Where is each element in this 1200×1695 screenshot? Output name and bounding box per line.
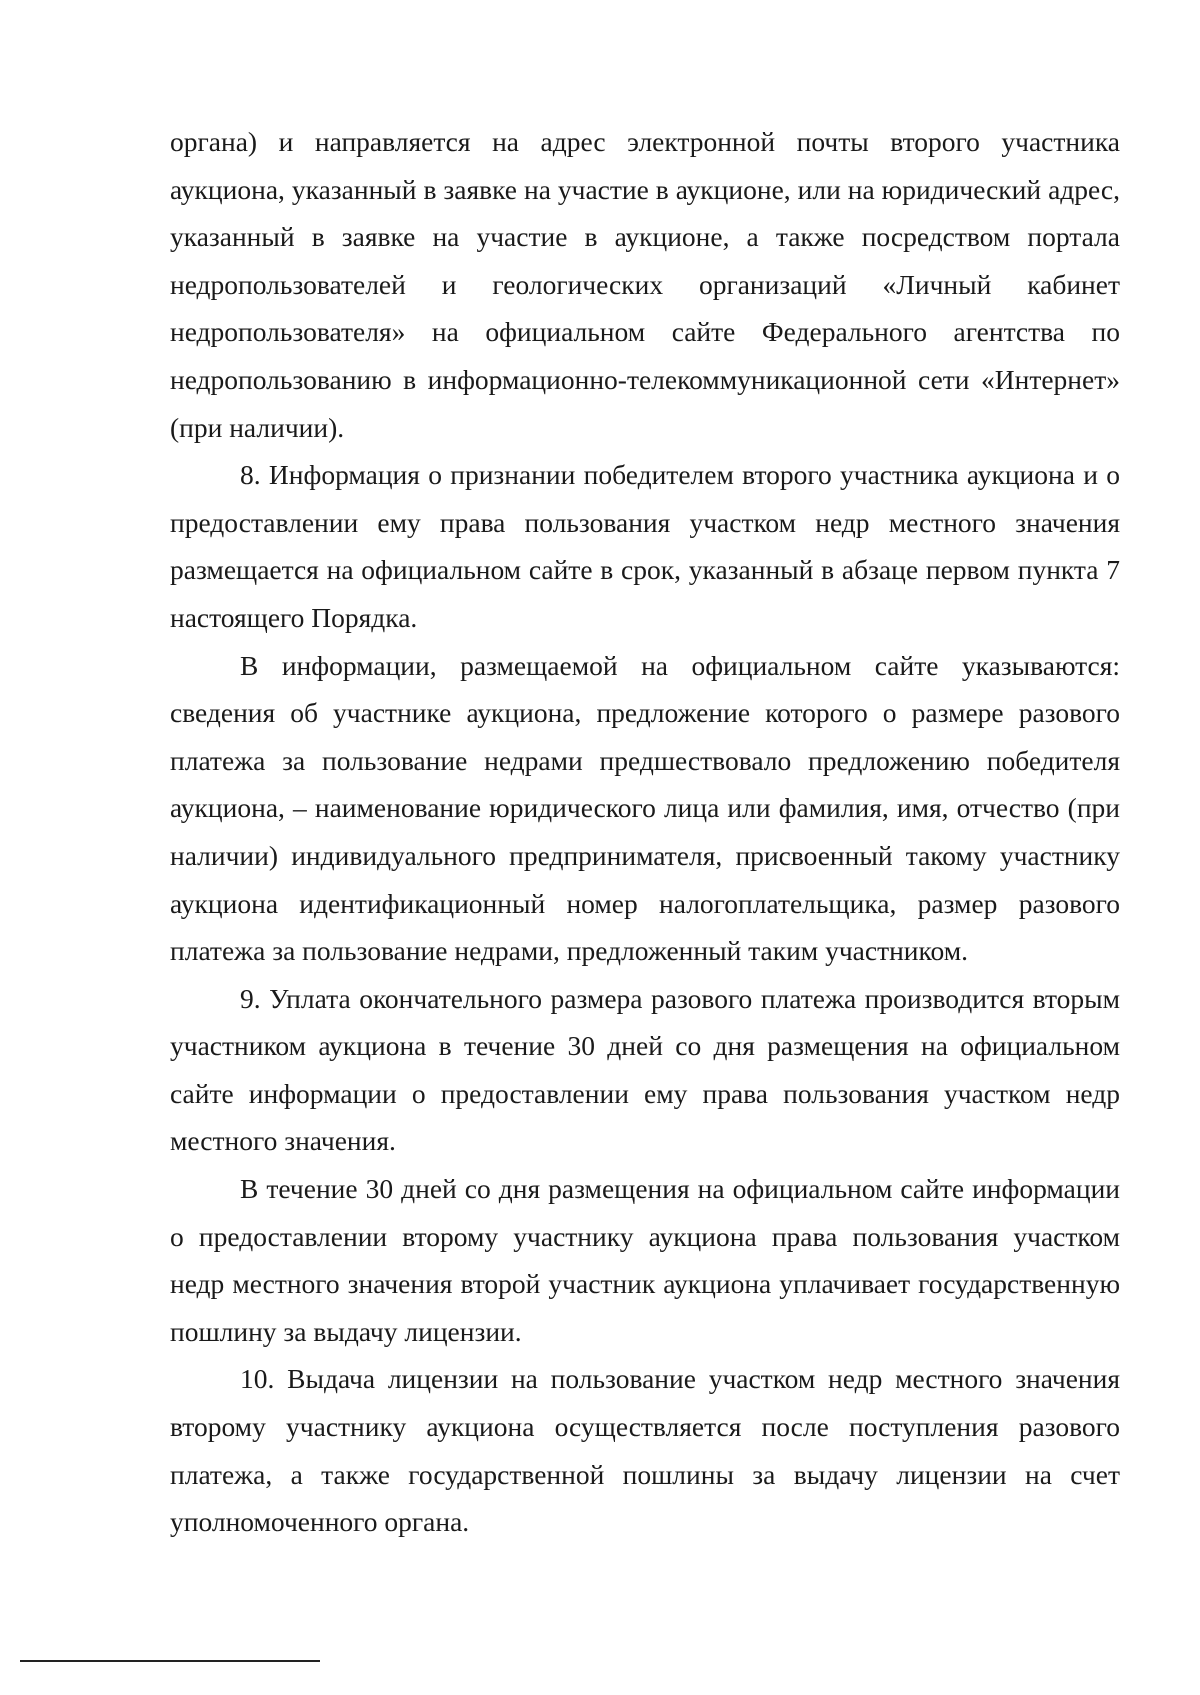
paragraph-8-info: В информации, размещаемой на официальном сайте указываются: сведения об участнике аукциона, предложение которого о размере разового платежа за пользование недрами предшествовало предложению победителя аукциона, – наименование юридического лица или фамилия, имя, отчество (при наличии) индивидуального предпринимателя, присвоенный такому участнику аукциона идентификационный номер налогоплательщика, размер разового платежа за пользование недрами, предложенный таким участником. [170,649,1120,967]
paragraph-10: 10. Выдача лицензии на пользование участком недр местного значения второму участнику аукциона осуществляется после поступления разового платежа, а также государственной пошлины за выдачу лицензии на счет уполномоченного органа. [170,1363,1120,1538]
footer-rule [20,1660,320,1662]
paragraph-9-duty: В течение 30 дней со дня размещения на официальном сайте информации о предоставлении второму участнику аукциона права пользования участком недр местного значения второй участник аукциона уплачивает государственную пошлину за выдачу лицензии. [170,1173,1120,1347]
paragraph-9: 9. Уплата окончательного размера разового платежа производится вторым участником аукциона в течение 30 дней со дня размещения на официальном сайте информации о предоставлении ему права пользования участком недр местного значения. [170,982,1120,1157]
document-body [170,118,1120,1546]
paragraph-8: 8. Информация о признании победителем второго участника аукциона и о предоставлении ему права пользования участком недр местного значения размещается на официальном сайте в срок, указанный в абзаце первом пункта 7 настоящего Порядка. [170,459,1120,633]
paragraph-continuation: органа) и направляется на адрес электронной почты второго участника аукциона, указанный в заявке на участие в аукционе, или на юридический адрес, указанный в заявке на участие в аукционе, а также посредством портала недропользователей и геологических организаций «Личный кабинет недропользователя» на официальном сайте Федерального агентства по недропользованию в информационно-телекоммуникационной сети «Интернет» (при наличии). [170,126,1120,443]
